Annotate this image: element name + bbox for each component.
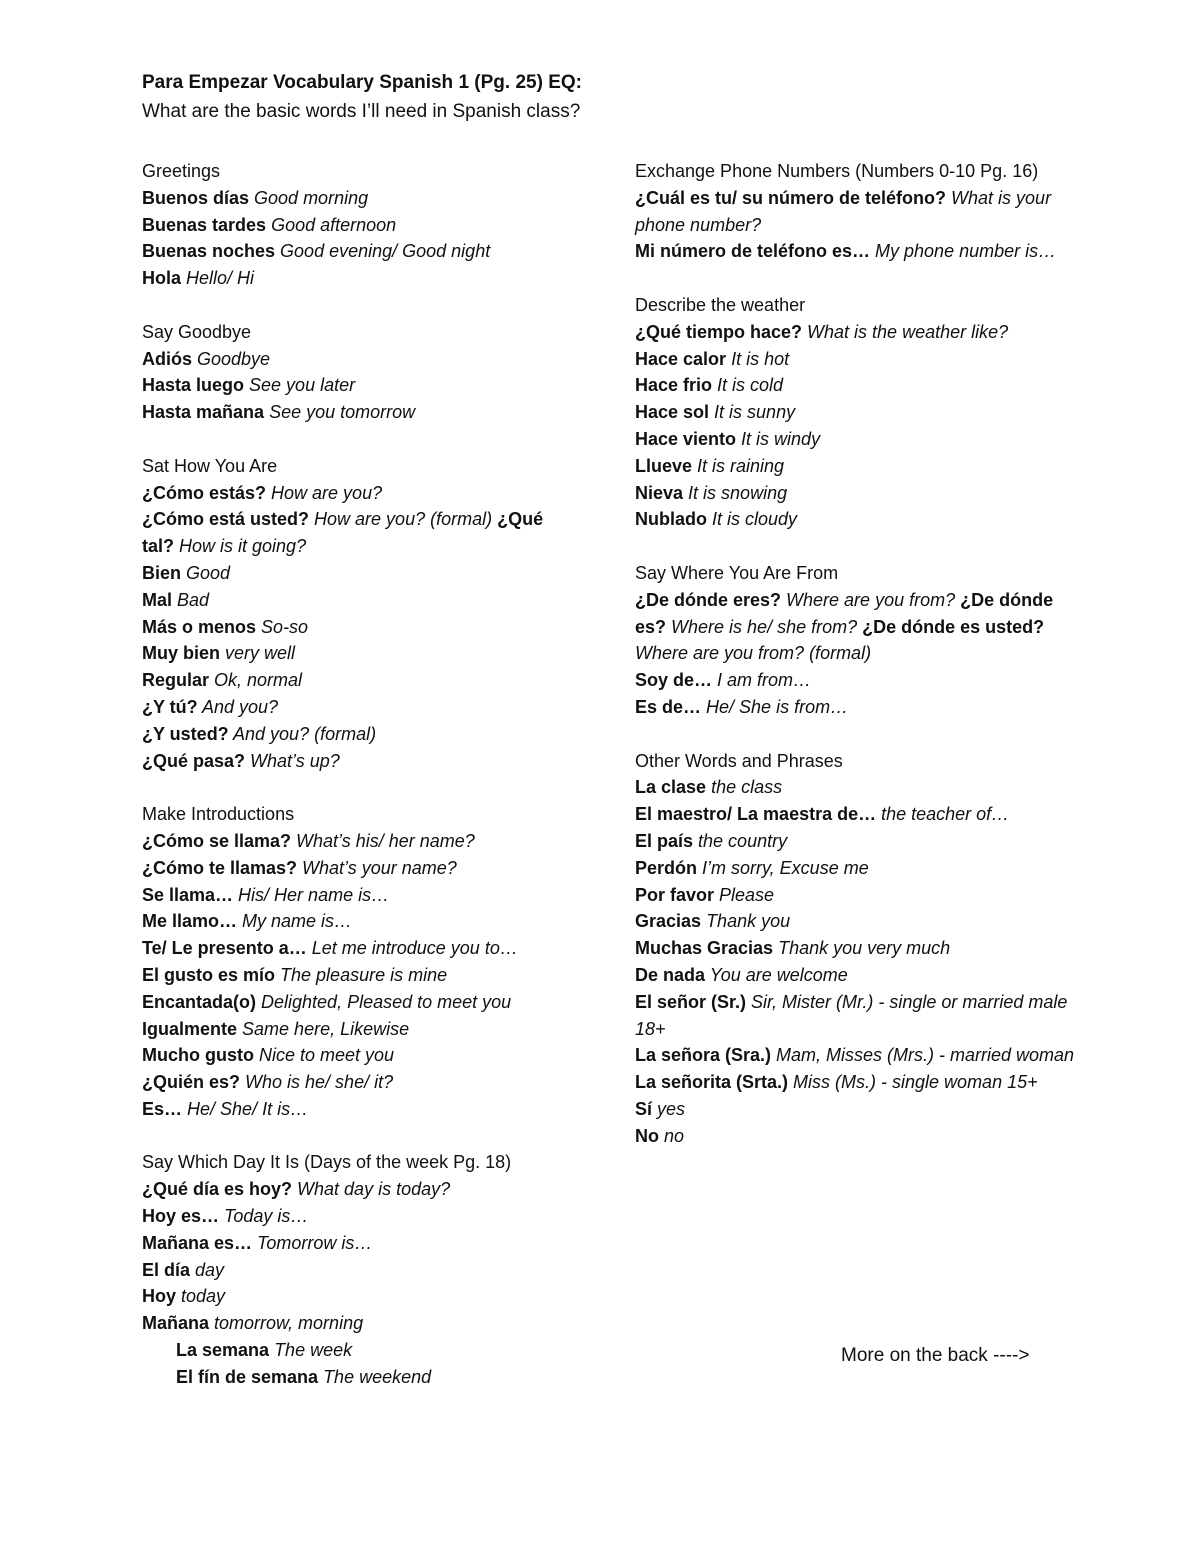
- english-meaning: It is cold: [712, 375, 784, 396]
- spanish-term: El señor (Sr.): [635, 991, 747, 1012]
- spanish-term: Sí: [635, 1098, 653, 1119]
- essential-question: What are the basic words I’ll need in Spanish class?: [142, 101, 581, 122]
- english-meaning: today: [176, 1286, 226, 1307]
- spanish-term: ¿De dónde eres?: [635, 589, 782, 610]
- spanish-term: Muy bien: [142, 643, 221, 664]
- spanish-term: Hoy es…: [142, 1206, 220, 1227]
- spanish-term: Hace viento: [635, 428, 737, 449]
- vocab-entry: [635, 1123, 1075, 1150]
- vocab-entry: [635, 238, 1075, 265]
- vocab-entry: [142, 855, 552, 882]
- spanish-term: Hoy: [142, 1286, 177, 1307]
- spanish-term: Buenas noches: [142, 241, 276, 262]
- right-column: [635, 158, 1075, 1176]
- english-meaning: day: [190, 1259, 225, 1280]
- section-heading: Say Which Day It Is (Days of the week Pg. 18): [142, 1152, 512, 1173]
- vocab-entry: [635, 667, 1075, 694]
- vocab-entry: [635, 855, 1075, 882]
- spanish-term: ¿Qué tiempo hace?: [635, 321, 803, 342]
- vocab-entry: [635, 587, 1075, 667]
- spanish-term: El país: [635, 830, 694, 851]
- spanish-term: ¿De dónde es usted?: [857, 616, 1045, 637]
- section-heading: Sat How You Are: [142, 455, 278, 476]
- section-heading: Describe the weather: [635, 294, 806, 315]
- english-meaning: His/ Her name is…: [233, 884, 390, 905]
- spanish-term: Es…: [142, 1098, 183, 1119]
- english-meaning: How are you? (formal): [309, 509, 493, 530]
- vocab-entry: [142, 1257, 552, 1284]
- english-meaning: Hello/ Hi: [181, 268, 255, 289]
- vocab-entry: [142, 1096, 552, 1123]
- vocab-entry: [635, 828, 1075, 855]
- spanish-term: ¿Cómo se llama?: [142, 830, 292, 851]
- english-meaning: The pleasure is mine: [275, 964, 448, 985]
- vocab-entry: [142, 694, 552, 721]
- vocab-entry: [142, 1042, 552, 1069]
- spanish-term: Buenos días: [142, 187, 250, 208]
- vocab-entry: [635, 480, 1075, 507]
- english-meaning: You are welcome: [705, 964, 848, 985]
- english-meaning: Tomorrow is…: [252, 1232, 373, 1253]
- english-meaning: It is sunny: [709, 402, 796, 423]
- spanish-term: ¿Quién es?: [142, 1072, 241, 1093]
- english-meaning: It is snowing: [683, 482, 788, 503]
- spanish-term: De nada: [635, 964, 706, 985]
- english-meaning: Thank you: [701, 911, 791, 932]
- vocab-entry: [142, 480, 552, 507]
- spanish-term: ¿Qué pasa?: [142, 750, 246, 771]
- vocab-section: [635, 292, 1075, 533]
- spanish-term: Encantada(o): [142, 991, 257, 1012]
- vocab-entry: [142, 1283, 552, 1310]
- vocab-entry: [142, 506, 552, 560]
- spanish-term: Mal: [142, 589, 173, 610]
- spanish-term: El maestro/ La maestra de…: [635, 804, 877, 825]
- english-meaning: Good afternoon: [266, 214, 397, 235]
- section-heading: Exchange Phone Numbers (Numbers 0-10 Pg. 16): [635, 161, 1039, 181]
- english-meaning: How is it going?: [174, 536, 307, 557]
- spanish-term: Nieva: [635, 482, 684, 503]
- english-meaning: What’s up?: [245, 750, 340, 771]
- vocab-entry: [142, 1016, 552, 1043]
- english-meaning: See you tomorrow: [264, 402, 416, 423]
- vocab-section: [142, 319, 552, 426]
- english-meaning: Where are you from? (formal): [635, 643, 872, 664]
- spanish-term: Regular: [142, 670, 210, 691]
- vocab-entry: [635, 1096, 1075, 1123]
- spanish-term: ¿Cómo estás?: [142, 482, 267, 503]
- vocab-entry: [635, 506, 1075, 533]
- english-meaning: Good: [181, 562, 231, 583]
- vocab-entry: [142, 372, 552, 399]
- english-meaning: Where is he/ she from?: [666, 616, 858, 637]
- vocab-entry: [142, 560, 552, 587]
- spanish-term: Hasta luego: [142, 375, 245, 396]
- spanish-term: Se llama…: [142, 884, 234, 905]
- section-heading: Greetings: [142, 161, 221, 181]
- spanish-term: Adiós: [142, 348, 193, 369]
- vocab-entry: [142, 1176, 552, 1203]
- spanish-term: Es de…: [635, 696, 702, 717]
- vocab-entry: [142, 1230, 552, 1257]
- section-heading: Make Introductions: [142, 804, 295, 825]
- english-meaning: Today is…: [219, 1206, 309, 1227]
- english-meaning: What day is today?: [292, 1179, 451, 1200]
- vocab-entry: [635, 1069, 1075, 1096]
- vocab-entry: [635, 908, 1075, 935]
- spanish-term: ¿Cómo está usted?: [142, 509, 310, 530]
- spanish-term: Gracias: [635, 911, 702, 932]
- english-meaning: the class: [706, 777, 783, 798]
- vocab-entry: [142, 1069, 552, 1096]
- spanish-term: El día: [142, 1259, 191, 1280]
- vocab-entry: [635, 185, 1075, 239]
- vocab-entry: [635, 426, 1075, 453]
- english-meaning: What’s your name?: [297, 857, 457, 878]
- vocab-entry: [635, 453, 1075, 480]
- spanish-term: La semana: [176, 1340, 270, 1361]
- spanish-term: La señorita (Srta.): [635, 1072, 789, 1093]
- english-meaning: The week: [269, 1340, 353, 1361]
- document-title: Para Empezar Vocabulary Spanish 1 (Pg. 25) EQ:: [142, 72, 582, 93]
- spanish-term: Mi número de teléfono es…: [635, 241, 871, 262]
- english-meaning: Sir, Mister (Mr.) - single or married male 18+: [635, 991, 1068, 1039]
- english-meaning: And you?: [197, 696, 279, 717]
- spanish-term: ¿Qué día es hoy?: [142, 1179, 293, 1200]
- english-meaning: It is cloudy: [707, 509, 798, 530]
- spanish-term: La clase: [635, 777, 707, 798]
- english-meaning: Good morning: [249, 187, 369, 208]
- english-meaning: the country: [693, 830, 788, 851]
- english-meaning: It is windy: [736, 428, 821, 449]
- vocab-entry: [635, 935, 1075, 962]
- vocab-entry: [142, 1203, 552, 1230]
- english-meaning: I’m sorry, Excuse me: [697, 857, 869, 878]
- vocab-entry: [635, 399, 1075, 426]
- spanish-term: Mucho gusto: [142, 1045, 254, 1066]
- english-meaning: It is hot: [726, 348, 790, 369]
- english-meaning: yes: [652, 1098, 686, 1119]
- vocab-section: [635, 560, 1075, 721]
- vocab-entry: [635, 801, 1075, 828]
- more-on-back-note: More on the back ---->: [841, 1345, 1030, 1366]
- section-heading: Say Goodbye: [142, 321, 252, 342]
- english-meaning: I am from…: [712, 670, 812, 691]
- spanish-term: Igualmente: [142, 1018, 238, 1039]
- vocab-entry: [142, 962, 552, 989]
- english-meaning: Who is he/ she/ it?: [240, 1072, 394, 1093]
- vocab-entry: [635, 774, 1075, 801]
- english-meaning: Goodbye: [192, 348, 271, 369]
- english-meaning: no: [659, 1125, 685, 1146]
- section-heading: Say Where You Are From: [635, 562, 839, 583]
- vocab-entry: [142, 721, 552, 748]
- english-meaning: How are you?: [266, 482, 383, 503]
- english-meaning: Please: [714, 884, 775, 905]
- vocab-entry: [635, 1042, 1075, 1069]
- spanish-term: Por favor: [635, 884, 715, 905]
- vocab-entry: [635, 962, 1075, 989]
- english-meaning: What is the weather like?: [802, 321, 1009, 342]
- spanish-term: Más o menos: [142, 616, 257, 637]
- english-meaning: The weekend: [318, 1366, 432, 1387]
- vocab-entry: [635, 319, 1075, 346]
- vocab-entry: [142, 265, 552, 292]
- english-meaning: He/ She/ It is…: [182, 1098, 309, 1119]
- english-meaning: Ok, normal: [209, 670, 303, 691]
- vocab-entry: [142, 399, 552, 426]
- english-meaning: Nice to meet you: [253, 1045, 395, 1066]
- english-meaning: very well: [220, 643, 296, 664]
- english-meaning: Delighted, Pleased to meet you: [256, 991, 512, 1012]
- english-meaning: tomorrow, morning: [209, 1313, 364, 1334]
- spanish-term: Buenas tardes: [142, 214, 267, 235]
- spanish-term: Nublado: [635, 509, 707, 530]
- spanish-term: No: [635, 1125, 659, 1146]
- spanish-term: Me llamo…: [142, 911, 238, 932]
- english-meaning: Where are you from?: [781, 589, 956, 610]
- english-meaning: Miss (Ms.) - single woman 15+: [788, 1072, 1038, 1093]
- english-meaning: Good evening/ Good night: [275, 241, 491, 262]
- vocab-entry: [142, 185, 552, 212]
- spanish-term: ¿Qué tal?: [142, 509, 544, 557]
- vocab-entry: [142, 989, 552, 1016]
- english-meaning: Mam, Misses (Mrs.) - married woman: [771, 1045, 1075, 1066]
- spanish-term: ¿Y tú?: [142, 696, 198, 717]
- vocab-entry: [142, 1364, 552, 1391]
- vocab-entry: [142, 908, 552, 935]
- english-meaning: So-so: [256, 616, 309, 637]
- vocab-entry: [142, 212, 552, 239]
- vocab-entry: [142, 1337, 552, 1364]
- vocab-section: [142, 801, 552, 1123]
- spanish-term: Mañana: [142, 1313, 210, 1334]
- vocab-section: [142, 158, 552, 292]
- english-meaning: What’s his/ her name?: [291, 830, 475, 851]
- english-meaning: He/ She is from…: [701, 696, 849, 717]
- spanish-term: Bien: [142, 562, 182, 583]
- section-heading: Other Words and Phrases: [635, 750, 843, 771]
- vocab-entry: [142, 587, 552, 614]
- vocab-entry: [635, 882, 1075, 909]
- vocab-entry: [142, 935, 552, 962]
- vocab-entry: [635, 346, 1075, 373]
- english-meaning: the teacher of…: [876, 804, 1010, 825]
- spanish-term: ¿De dónde es?: [635, 589, 1054, 637]
- spanish-term: ¿Cuál es tu/ su número de teléfono?: [635, 187, 947, 208]
- vocab-entry: [635, 989, 1075, 1043]
- spanish-term: Hasta mañana: [142, 402, 265, 423]
- spanish-term: Llueve: [635, 455, 693, 476]
- vocab-section: [142, 1149, 552, 1390]
- spanish-term: Hola: [142, 268, 182, 289]
- vocab-entry: [142, 882, 552, 909]
- english-meaning: My phone number is…: [870, 241, 1057, 262]
- english-meaning: My name is…: [237, 911, 353, 932]
- english-meaning: And you? (formal): [228, 723, 377, 744]
- spanish-term: ¿Y usted?: [142, 723, 229, 744]
- vocab-section: [142, 453, 552, 775]
- english-meaning: What is your phone number?: [635, 187, 1052, 235]
- english-meaning: Same here, Likewise: [237, 1018, 410, 1039]
- vocab-entry: [142, 748, 552, 775]
- vocab-entry: [142, 238, 552, 265]
- vocab-entry: [142, 614, 552, 641]
- vocab-section: [635, 748, 1075, 1150]
- vocab-entry: [142, 667, 552, 694]
- spanish-term: Hace frio: [635, 375, 713, 396]
- vocab-entry: [142, 1310, 552, 1337]
- vocab-entry: [635, 372, 1075, 399]
- spanish-term: ¿Cómo te llamas?: [142, 857, 298, 878]
- vocab-entry: [142, 828, 552, 855]
- spanish-term: Perdón: [635, 857, 698, 878]
- english-meaning: See you later: [244, 375, 356, 396]
- left-column: [142, 158, 552, 1417]
- vocab-entry: [635, 694, 1075, 721]
- spanish-term: El fín de semana: [176, 1366, 319, 1387]
- vocab-entry: [142, 346, 552, 373]
- spanish-term: Hace sol: [635, 402, 710, 423]
- vocab-section: [635, 158, 1075, 265]
- spanish-term: El gusto es mío: [142, 964, 276, 985]
- english-meaning: Bad: [172, 589, 210, 610]
- spanish-term: La señora (Sra.): [635, 1045, 772, 1066]
- vocab-entry: [142, 640, 552, 667]
- spanish-term: Mañana es…: [142, 1232, 253, 1253]
- spanish-term: Muchas Gracias: [635, 938, 774, 959]
- spanish-term: Te/ Le presento a…: [142, 938, 307, 959]
- english-meaning: It is raining: [692, 455, 785, 476]
- english-meaning: Thank you very much: [773, 938, 951, 959]
- spanish-term: Soy de…: [635, 670, 713, 691]
- spanish-term: Hace calor: [635, 348, 727, 369]
- english-meaning: Let me introduce you to…: [306, 938, 518, 959]
